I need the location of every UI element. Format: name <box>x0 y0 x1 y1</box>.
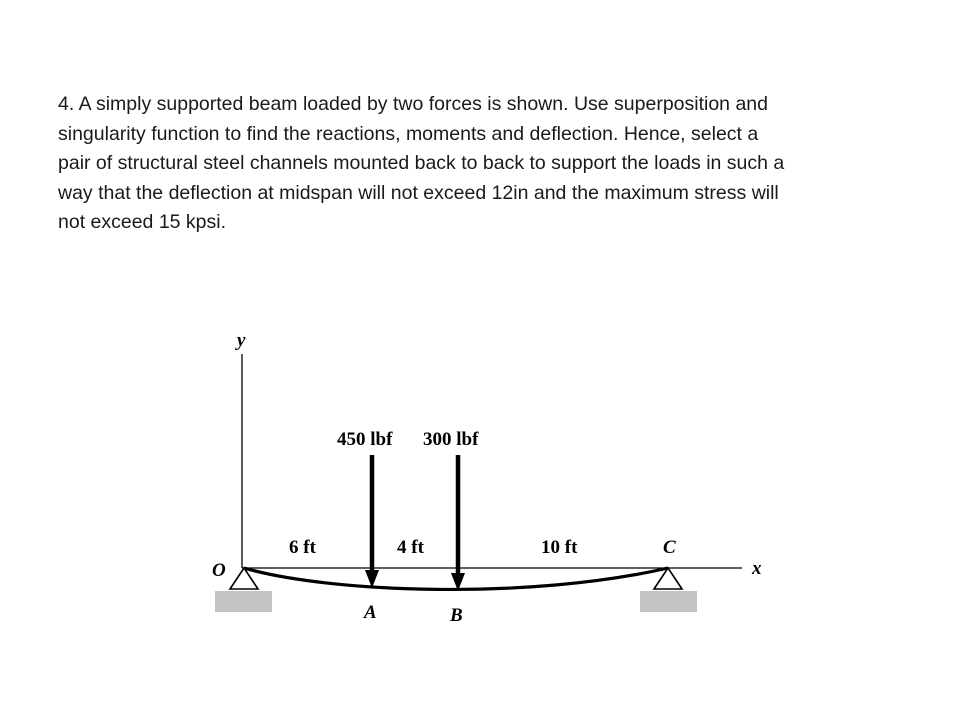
span-3-label: 10 ft <box>541 537 578 558</box>
point-c-label: C <box>663 537 676 558</box>
span-2-label: 4 ft <box>397 537 424 558</box>
x-axis-label: x <box>752 558 762 579</box>
force-1-label: 450 lbf <box>337 429 393 450</box>
problem-line: 4. A simply supported beam loaded by two forces is shown. Use superposition and <box>58 93 768 115</box>
problem-line: way that the deflection at midspan will not exceed 12in and the maximum stress will <box>58 181 779 204</box>
point-b-label: B <box>450 605 463 626</box>
origin-label: O <box>212 560 226 581</box>
span-1-label: 6 ft <box>289 537 316 558</box>
problem-line: singularity function to find the reactions, moments and deflection. Hence, select a <box>58 122 759 145</box>
right-support-block <box>640 591 697 612</box>
y-axis-label: y <box>237 330 246 351</box>
problem-line: not exceed 15 kpsi. <box>58 211 227 233</box>
point-a-label: A <box>364 602 377 623</box>
left-support-block <box>215 591 272 612</box>
problem-line: pair of structural steel channels mounted back to back to support the loads in such a <box>58 152 785 174</box>
force-2-label: 300 lbf <box>423 429 479 450</box>
